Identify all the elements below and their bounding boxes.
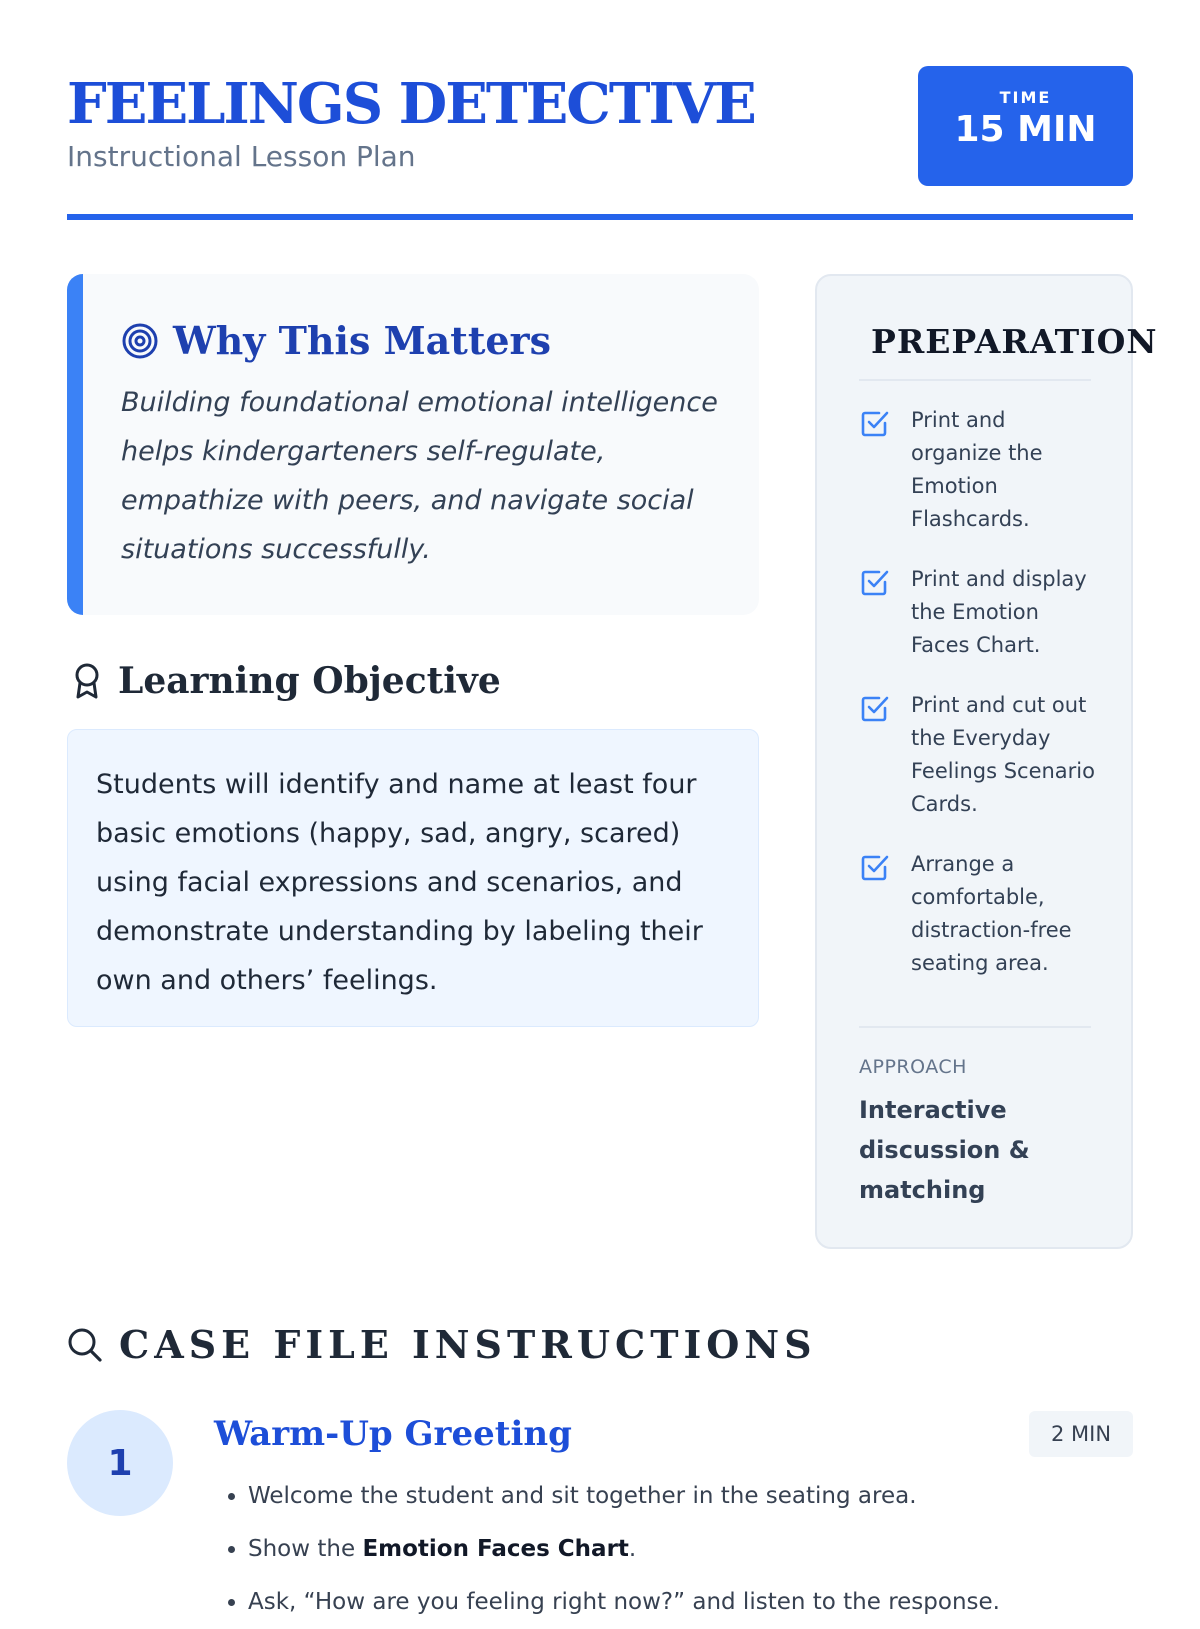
time-value: 15 MIN — [954, 109, 1097, 150]
time-label: TIME — [999, 88, 1052, 107]
step-number-badge: 1 — [67, 1410, 173, 1516]
header-divider — [67, 214, 1133, 220]
step-bullet-list — [214, 1470, 1114, 1629]
objective-heading — [72, 660, 501, 702]
checkbox-checked-icon — [859, 851, 891, 883]
preparation-item — [859, 848, 1099, 980]
step-bullet — [248, 1470, 1114, 1523]
step-title: Warm-Up Greeting — [214, 1414, 572, 1454]
page-title: FEELINGS DETECTIVE — [67, 71, 755, 137]
step-time-badge: 2 MIN — [1029, 1411, 1133, 1457]
target-icon — [121, 322, 159, 360]
preparation-item-text: Print and organize the Emotion Flashcards. — [911, 408, 1043, 531]
page-subtitle: Instructional Lesson Plan — [67, 140, 416, 173]
bullet-text: . — [628, 1536, 637, 1562]
objective-box — [67, 729, 759, 1027]
checkbox-checked-icon — [859, 407, 891, 439]
preparation-sidebar — [815, 274, 1158, 1249]
divider — [859, 379, 1091, 381]
why-heading — [121, 318, 551, 363]
why-text: Building foundational emotional intelligence helps kindergarteners self-regulate, empathize with peers, and navigate social situations successfully. — [121, 387, 718, 565]
magnifier-icon — [67, 1327, 103, 1363]
divider — [859, 1026, 1091, 1028]
step-bullet — [248, 1523, 1114, 1576]
bullet-text: Ask, “How are you feeling right now?” and listen to the response. — [248, 1589, 1000, 1615]
checkbox-checked-icon — [859, 566, 891, 598]
award-ribbon-icon — [72, 662, 102, 700]
accent-bar — [67, 274, 83, 615]
approach-label: APPROACH — [859, 1056, 967, 1078]
objective-title: Learning Objective — [118, 660, 501, 702]
preparation-title: PREPARATION — [871, 322, 1158, 361]
why-this-matters-card — [67, 274, 759, 615]
approach-value: Interactive discussion & matching — [859, 1096, 1030, 1204]
preparation-item — [859, 563, 1099, 662]
step-bullet — [248, 1576, 1114, 1629]
bullet-text: Show the — [248, 1536, 363, 1562]
preparation-list — [859, 404, 1099, 1007]
lesson-header — [67, 66, 1133, 220]
checkbox-checked-icon — [859, 692, 891, 724]
preparation-item — [859, 404, 1099, 536]
objective-text: Students will identify and name at least four basic emotions (happy, sad, angry, scared) using facial expressions and scenarios, and demonstrate understanding by labeling their own and others’ feelings. — [96, 769, 703, 996]
preparation-item-text: Arrange a comfortable, distraction-free seating area. — [911, 852, 1072, 975]
bullet-bold-text: Emotion Faces Chart — [362, 1536, 629, 1562]
bullet-text: Welcome the student and sit together in the seating area. — [248, 1483, 917, 1509]
time-badge — [918, 66, 1133, 186]
preparation-item-text: Print and display the Emotion Faces Chart. — [911, 567, 1087, 657]
why-title: Why This Matters — [173, 318, 551, 363]
case-file-heading — [67, 1322, 817, 1367]
preparation-item-text: Print and cut out the Everyday Feelings Scenario Cards. — [911, 693, 1095, 816]
preparation-item — [859, 689, 1099, 821]
case-file-title: CASE FILE INSTRUCTIONS — [119, 1322, 817, 1367]
